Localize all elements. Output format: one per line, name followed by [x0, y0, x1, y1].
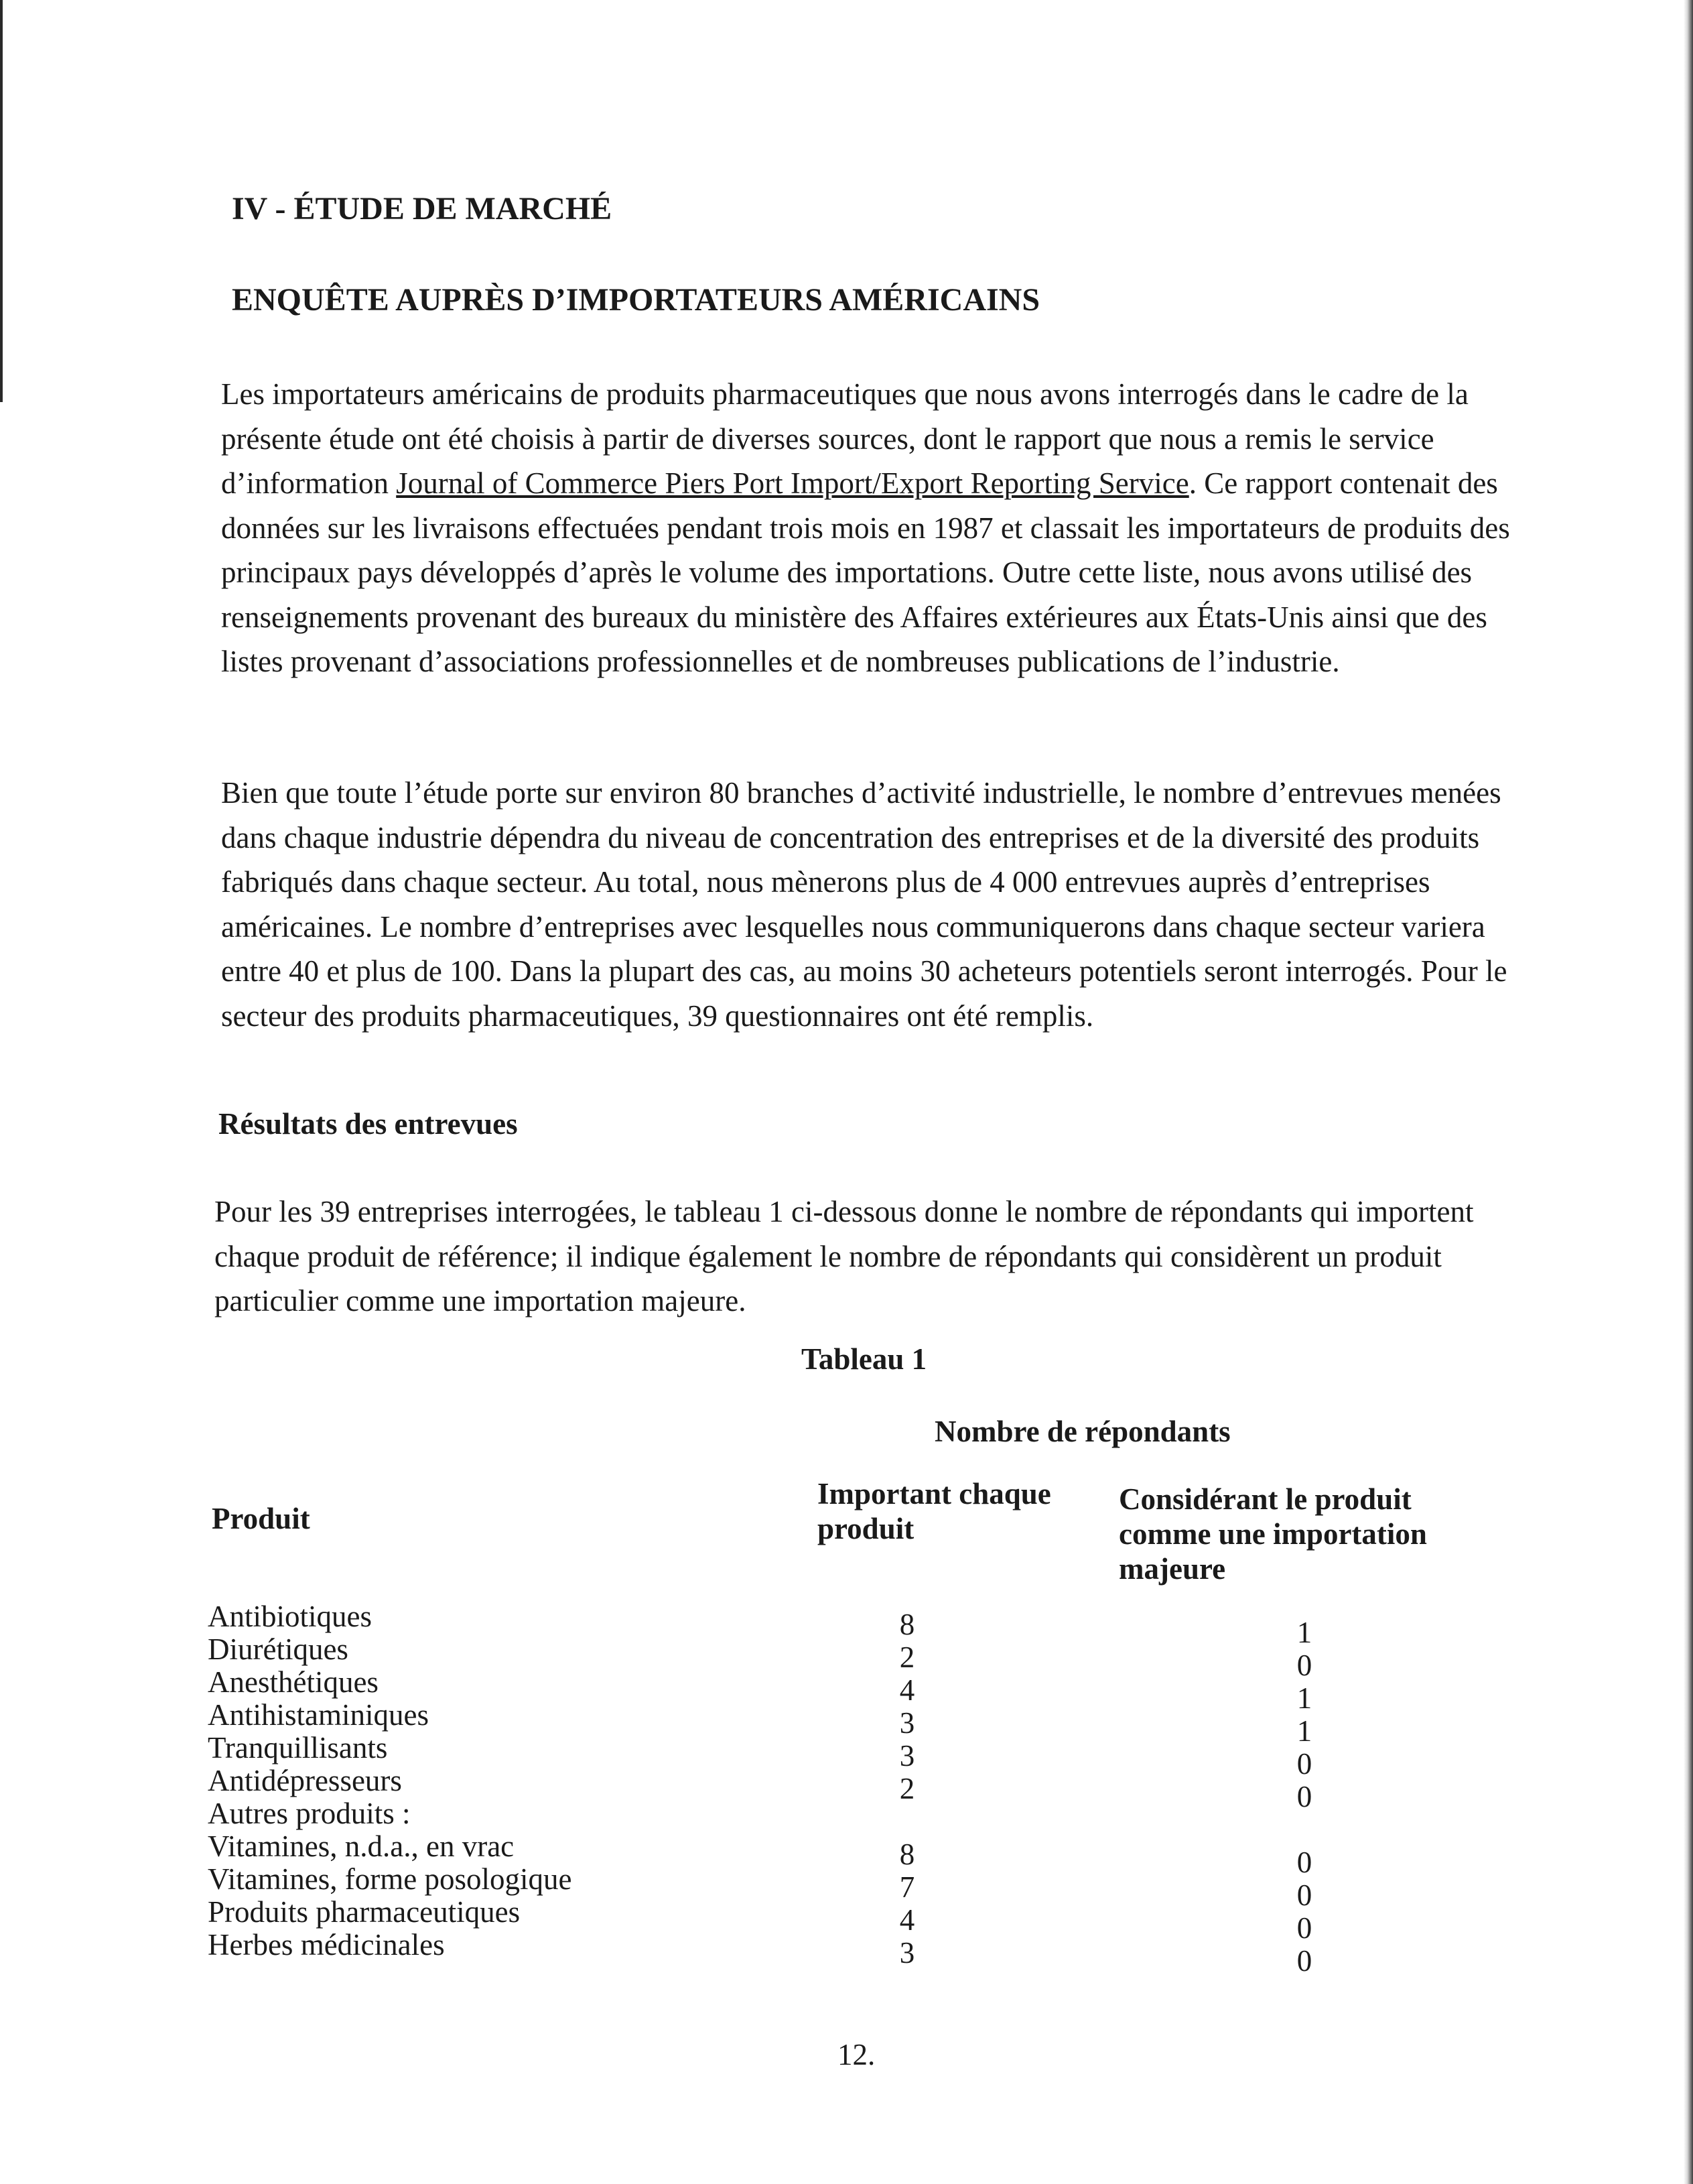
scan-edge-right — [1684, 0, 1693, 2184]
table-row-label: Tranquillisants — [208, 1731, 388, 1764]
table-row-label: Antibiotiques — [208, 1600, 372, 1633]
survey-title: ENQUÊTE AUPRÈS D’IMPORTATEURS AMÉRICAINS — [232, 282, 1040, 318]
paragraph-sources — [221, 372, 1548, 684]
paragraph-scope: Bien que toute l’étude porte sur environ 80 branches d’activité industrielle, le nombre d’entrevues menées dans chaque industrie dépendra du niveau de concentration des entreprises et de la diversité des produits fabriqués dans chaque secteur. Au total, nous mènerons plus de 4 000 entrevues auprès d’entreprises américaines. Le nombre d’entreprises avec lesquelles nous communiquerons dans chaque secteur variera entre 40 et plus de 100. Dans la plupart des cas, au moins 30 acheteurs potentiels seront interrogés. Pour le secteur des produits pharmaceutiques, 39 questionnaires ont été remplis. — [221, 776, 1507, 1033]
column-header-product: Produit — [212, 1502, 310, 1535]
column-header-major-import: Considérant le produit comme une importation majeure — [1119, 1482, 1427, 1586]
paragraph-sources-text-1: Les importateurs américains de produits pharmaceutiques que nous avons interrogés dans le cadre de la présente étude ont été choisis à partir de diverses sources, dont le rapport que nous a remis le service d’information — [221, 377, 1469, 500]
table-cell-major: 1 — [1296, 1714, 1312, 1748]
table-cell-importing: 8 — [899, 1838, 915, 1871]
table-cell-major: 1 — [1296, 1681, 1312, 1715]
table-cell-major: 0 — [1296, 1780, 1312, 1813]
table-cell-major: 0 — [1296, 1649, 1312, 1682]
table-row-label: Autres produits : — [208, 1797, 411, 1830]
table-cell-major: 0 — [1296, 1911, 1312, 1945]
table-row-label: Diurétiques — [208, 1632, 348, 1666]
table-row-label: Herbes médicinales — [208, 1928, 445, 1962]
report-service-name: Journal of Commerce Piers Port Import/Export Reporting Service — [396, 466, 1189, 500]
table-row-label: Antihistaminiques — [208, 1698, 429, 1732]
column-header-importing: Important chaque produit — [817, 1477, 1051, 1545]
table-group-header: Nombre de répondants — [935, 1415, 1231, 1448]
table-cell-importing: 7 — [899, 1870, 915, 1904]
section-title: IV - ÉTUDE DE MARCHÉ — [232, 191, 612, 227]
scan-edge-left — [0, 0, 3, 402]
table-cell-major: 0 — [1296, 1878, 1312, 1912]
table-cell-importing: 3 — [899, 1739, 915, 1773]
table-cell-importing: 3 — [899, 1936, 915, 1970]
page-number: 12. — [837, 2038, 876, 2071]
table-cell-importing: 2 — [899, 1772, 915, 1805]
table-row-label: Produits pharmaceutiques — [208, 1895, 521, 1929]
results-heading: Résultats des entrevues — [218, 1107, 518, 1141]
paragraph-results: Pour les 39 entreprises interrogées, le tableau 1 ci-dessous donne le nombre de répondants qui importent chaque produit de référence; il indique également le nombre de répondants qui considèrent un produit particulier comme une importation majeure. — [214, 1195, 1474, 1318]
table-cell-importing: 8 — [899, 1608, 915, 1641]
table-cell-major: 1 — [1296, 1616, 1312, 1649]
table-cell-importing: 2 — [899, 1641, 915, 1674]
table-cell-importing: 4 — [899, 1673, 915, 1707]
table-cell-major: 0 — [1296, 1846, 1312, 1879]
table-caption: Tableau 1 — [801, 1342, 927, 1376]
table-row-label: Antidépresseurs — [208, 1764, 402, 1797]
table-cell-importing: 4 — [899, 1903, 915, 1937]
table-row-label: Vitamines, forme posologique — [208, 1862, 572, 1896]
table-cell-major: 0 — [1296, 1747, 1312, 1781]
table-cell-major: 0 — [1296, 1944, 1312, 1978]
table-row-label: Vitamines, n.d.a., en vrac — [208, 1829, 515, 1863]
table-row-label: Anesthétiques — [208, 1665, 379, 1699]
paragraph-sources-text-2: . Ce rapport contenait des données sur les livraisons effectuées pendant trois mois en 1987 et classait les importateurs de produits des principaux pays développés d’après le volume des importations. Outre cette liste, nous avons utilisé des renseignements provenant des bureaux du ministère des Affaires extérieures aux États-Unis ainsi que des listes provenant d’associations professionnelles et de nombreuses publications de l’industrie. — [221, 466, 1510, 678]
table-cell-importing: 3 — [899, 1706, 915, 1740]
